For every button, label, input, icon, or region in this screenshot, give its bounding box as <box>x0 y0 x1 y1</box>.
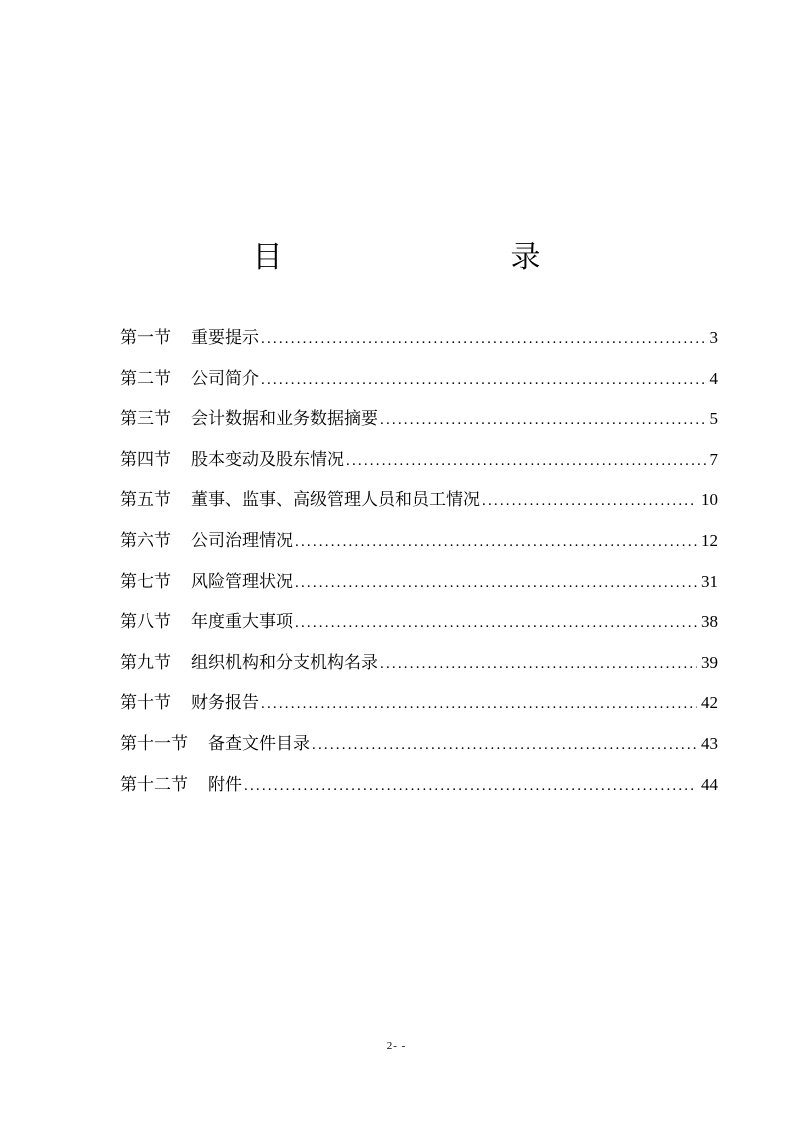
toc-page-number: 38 <box>701 612 718 632</box>
toc-section-title: 董事、监事、高级管理人员和员工情况 <box>191 490 480 511</box>
toc-dot-leader <box>312 725 697 766</box>
toc-dot-leader <box>295 522 697 563</box>
toc-section-title: 备查文件目录 <box>208 733 310 754</box>
toc-dot-leader <box>261 684 697 725</box>
toc-section-title: 公司简介 <box>191 368 259 389</box>
toc-dot-leader <box>261 319 706 360</box>
toc-entry-9[interactable] <box>120 643 718 684</box>
toc-dot-leader <box>244 766 697 807</box>
toc-page-number: 10 <box>701 490 718 510</box>
toc-section-number: 第七节 <box>120 571 171 592</box>
toc-entry-1[interactable] <box>120 318 718 359</box>
toc-page-number: 7 <box>709 449 718 469</box>
toc-entry-4[interactable] <box>120 440 718 481</box>
toc-page-number: 3 <box>709 328 718 347</box>
toc-section-number: 第十节 <box>120 693 171 714</box>
toc-dot-leader <box>380 644 697 685</box>
toc-page-number: 39 <box>701 652 718 672</box>
toc-section-title: 股本变动及股东情况 <box>191 449 344 470</box>
toc-section-number: 第五节 <box>120 490 171 511</box>
toc-section-title: 组织机构和分支机构名录 <box>191 652 378 673</box>
toc-section-title: 风险管理状况 <box>191 571 293 592</box>
toc-entry-7[interactable] <box>120 562 718 603</box>
toc-section-number: 第十一节 <box>120 733 188 754</box>
toc-section-title: 年度重大事项 <box>191 612 293 633</box>
toc-section-title: 公司治理情况 <box>191 530 293 551</box>
toc-entry-11[interactable] <box>120 724 718 765</box>
toc-page-number: 44 <box>701 774 718 794</box>
toc-section-number: 第十二节 <box>120 774 188 795</box>
toc-section-number: 第九节 <box>120 652 171 673</box>
toc-entry-5[interactable] <box>120 480 718 521</box>
toc-dot-leader <box>380 400 706 441</box>
table-of-contents <box>120 318 718 805</box>
toc-section-title: 财务报告 <box>191 693 259 714</box>
toc-section-title: 附件 <box>208 774 242 795</box>
toc-entry-8[interactable] <box>120 602 718 643</box>
toc-entry-6[interactable] <box>120 521 718 562</box>
toc-dot-leader <box>295 603 697 644</box>
toc-section-number: 第四节 <box>120 449 171 470</box>
toc-page-number: 12 <box>701 530 718 550</box>
toc-page-number: 5 <box>709 409 718 429</box>
toc-section-title: 重要提示 <box>191 328 259 348</box>
toc-page-number: 42 <box>701 693 718 713</box>
toc-section-title: 会计数据和业务数据摘要 <box>191 409 378 430</box>
toc-page-number: 4 <box>709 368 718 388</box>
toc-dot-leader <box>261 360 706 401</box>
toc-entry-2[interactable] <box>120 359 718 400</box>
toc-dot-leader <box>295 563 697 604</box>
toc-section-number: 第六节 <box>120 530 171 551</box>
toc-page-number: 43 <box>701 733 718 753</box>
toc-entry-3[interactable] <box>120 399 718 440</box>
toc-entry-12[interactable] <box>120 765 718 806</box>
page-title: 目 录 <box>252 240 597 275</box>
toc-section-number: 第一节 <box>120 328 171 348</box>
toc-entry-10[interactable] <box>120 683 718 724</box>
toc-section-number: 第三节 <box>120 409 171 430</box>
toc-dot-leader <box>346 441 706 482</box>
page-footer-number: 2- - <box>386 1040 407 1052</box>
toc-section-number: 第二节 <box>120 368 171 389</box>
toc-page-number: 31 <box>701 571 718 591</box>
toc-section-number: 第八节 <box>120 612 171 633</box>
toc-dot-leader <box>482 481 697 522</box>
